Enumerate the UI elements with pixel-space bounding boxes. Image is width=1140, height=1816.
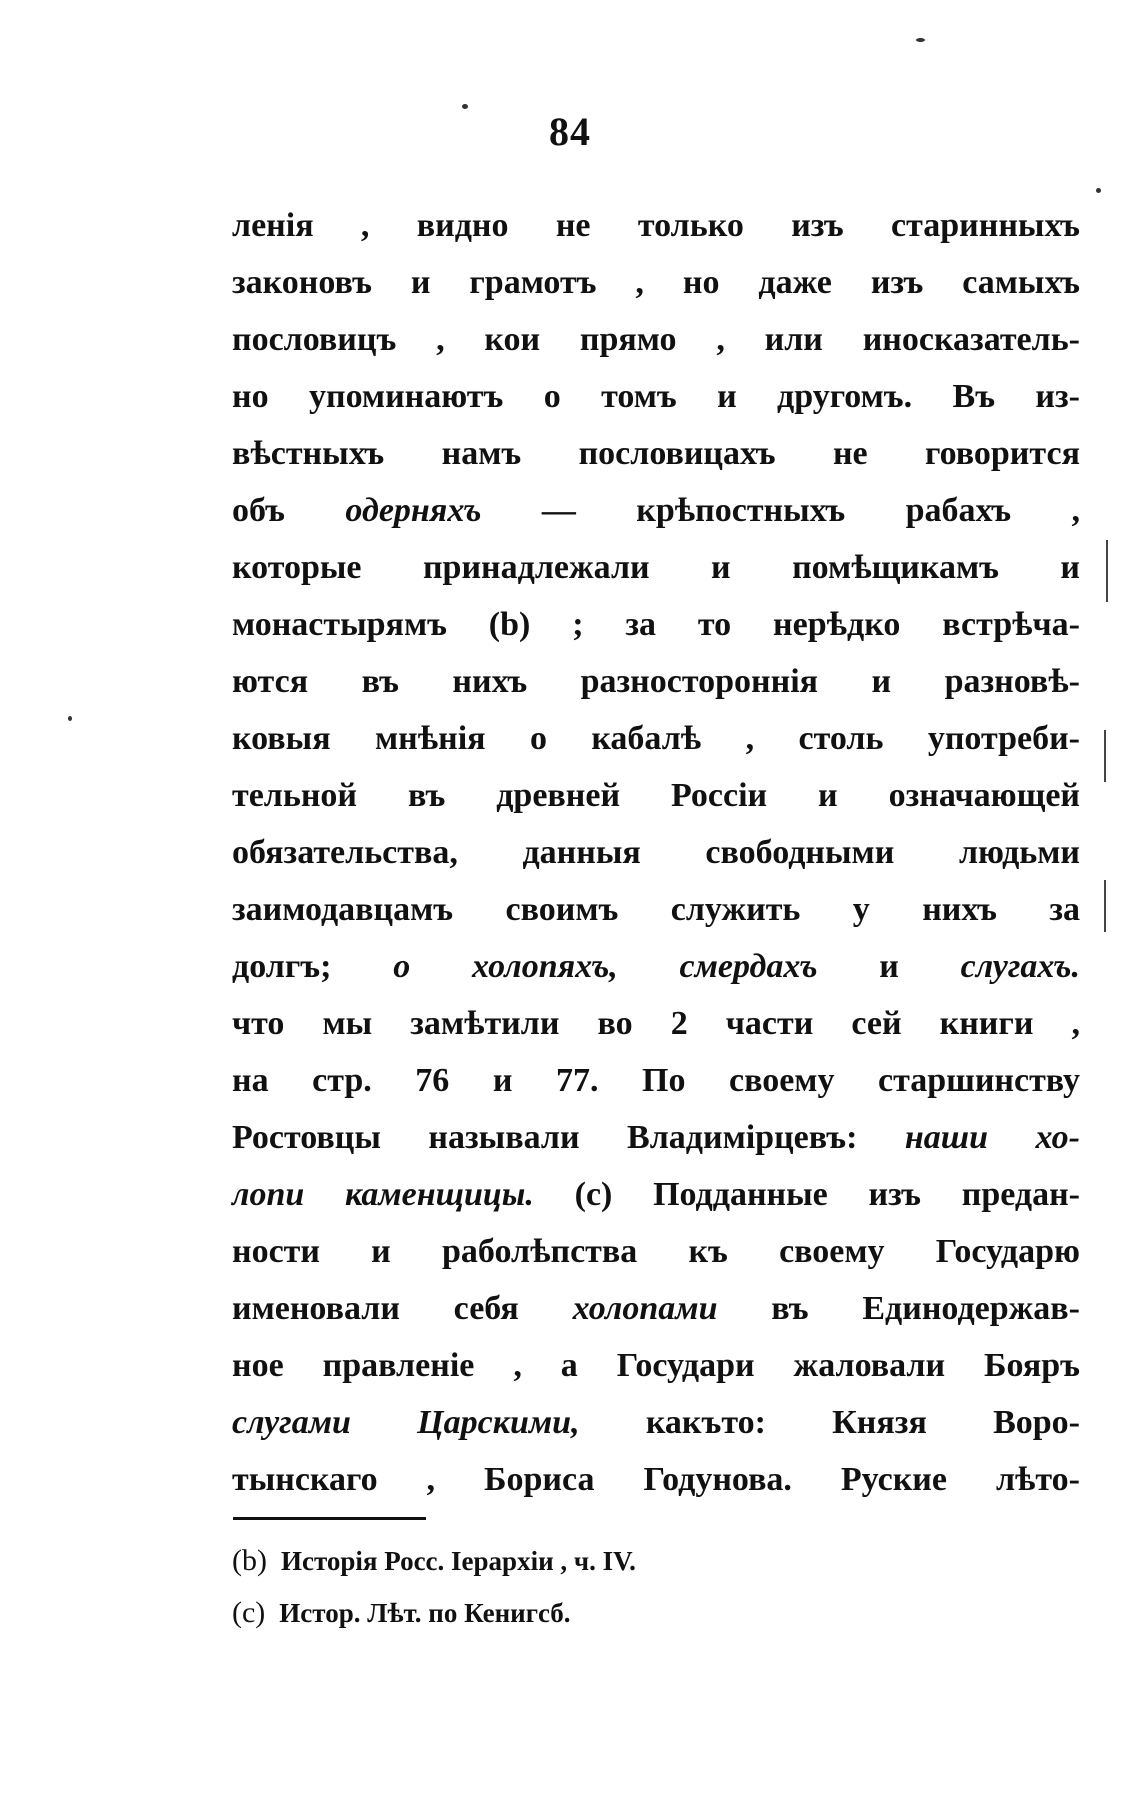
text-segment: Ростовцы называли Владимірцевъ: bbox=[232, 1119, 905, 1156]
text-line bbox=[232, 881, 1080, 938]
text-segment: какъто: Князя Воро- bbox=[579, 1404, 1080, 1441]
text-segment: вѣстныхъ намъ пословицахъ не говорится bbox=[232, 435, 1080, 472]
scan-speck bbox=[462, 104, 468, 109]
text-segment: долгъ; bbox=[232, 948, 394, 985]
text-line bbox=[232, 1166, 1080, 1223]
text-segment: (c) Подданные изъ предан- bbox=[533, 1176, 1080, 1213]
text-line bbox=[232, 311, 1080, 368]
text-line bbox=[232, 425, 1080, 482]
text-line bbox=[232, 938, 1080, 995]
text-segment: въ Единодержав- bbox=[717, 1290, 1080, 1327]
text-segment: ное правленіе , а Государи жаловали Бояръ bbox=[232, 1347, 1080, 1384]
italic-text-segment: холопами bbox=[572, 1290, 718, 1327]
text-segment: на стр. 76 и 77. По своему старшинству bbox=[232, 1062, 1080, 1099]
italic-text-segment: лопи каменщицы. bbox=[232, 1176, 534, 1213]
scan-speck bbox=[1096, 188, 1101, 193]
text-segment: монастырямъ (b) ; за то нерѣдко встрѣча- bbox=[232, 606, 1080, 643]
text-segment: тынскаго , Бориса Годунова. Руские лѣто- bbox=[232, 1461, 1080, 1498]
scan-speck bbox=[68, 716, 72, 721]
footnote-rule bbox=[233, 1517, 426, 1520]
footnotes bbox=[232, 1535, 932, 1639]
text-segment: и bbox=[817, 948, 961, 985]
text-segment: законовъ и грамотъ , но даже изъ самыхъ bbox=[232, 264, 1080, 301]
text-segment: именовали себя bbox=[232, 1290, 573, 1327]
italic-text-segment: слугами Царскими, bbox=[232, 1404, 580, 1441]
page-number: 84 bbox=[549, 109, 591, 154]
italic-text-segment: наши хо- bbox=[904, 1119, 1080, 1156]
text-line bbox=[232, 653, 1080, 710]
scan-margin-mark bbox=[1104, 880, 1106, 932]
footnote bbox=[232, 1587, 932, 1639]
text-line bbox=[232, 1109, 1080, 1166]
text-segment: — крѣпостныхъ рабахъ , bbox=[481, 492, 1080, 529]
text-line bbox=[232, 197, 1080, 254]
italic-text-segment: слугахъ. bbox=[960, 948, 1080, 985]
text-line bbox=[232, 1280, 1080, 1337]
text-segment: обязательства, данныя свободными людьми bbox=[232, 834, 1080, 871]
text-segment: пословицъ , кои прямо , или иносказатель- bbox=[232, 321, 1080, 358]
text-line bbox=[232, 1223, 1080, 1280]
text-line bbox=[232, 539, 1080, 596]
text-line bbox=[232, 1394, 1080, 1451]
scan-margin-mark bbox=[1106, 540, 1108, 602]
text-line bbox=[232, 1337, 1080, 1394]
text-line bbox=[232, 254, 1080, 311]
text-segment: что мы замѣтили во 2 части сей книги , bbox=[232, 1005, 1080, 1042]
text-segment: которые принадлежали и помѣщикамъ и bbox=[232, 549, 1080, 586]
text-segment: но упоминаютъ о томъ и другомъ. Въ из- bbox=[232, 378, 1080, 415]
text-line bbox=[232, 482, 1080, 539]
text-segment: ленія , видно не только изъ старинныхъ bbox=[232, 207, 1080, 244]
footnote-mark: (b) bbox=[232, 1544, 267, 1577]
text-line bbox=[232, 824, 1080, 881]
body-text bbox=[232, 197, 1080, 1508]
text-segment: заимодавцамъ своимъ служить у нихъ за bbox=[232, 891, 1080, 928]
text-segment: ковыя мнѣнія о кабалѣ , столь употреби- bbox=[232, 720, 1080, 757]
text-segment: объ bbox=[232, 492, 346, 529]
footnote-text: Истор. Лѣт. по Кенигсб. bbox=[279, 1598, 571, 1628]
footnote bbox=[232, 1535, 932, 1587]
text-line bbox=[232, 368, 1080, 425]
text-segment: ности и раболѣпства къ своему Государю bbox=[232, 1233, 1080, 1270]
footnote-text: Исторія Росс. Іерархіи , ч. IV. bbox=[280, 1546, 636, 1576]
scan-speck bbox=[916, 38, 925, 42]
footnote-mark: (c) bbox=[232, 1596, 266, 1629]
text-line bbox=[232, 596, 1080, 653]
text-segment: ются въ нихъ разностороннія и разновѣ- bbox=[232, 663, 1080, 700]
italic-text-segment: одерняхъ bbox=[345, 492, 482, 529]
text-segment: тельной въ древней Россіи и означающей bbox=[232, 777, 1080, 814]
text-line bbox=[232, 710, 1080, 767]
scan-margin-mark bbox=[1104, 730, 1106, 782]
text-line bbox=[232, 767, 1080, 824]
text-line bbox=[232, 1451, 1080, 1508]
text-line bbox=[232, 1052, 1080, 1109]
text-line bbox=[232, 995, 1080, 1052]
italic-text-segment: о холопяхъ, смердахъ bbox=[393, 948, 818, 985]
